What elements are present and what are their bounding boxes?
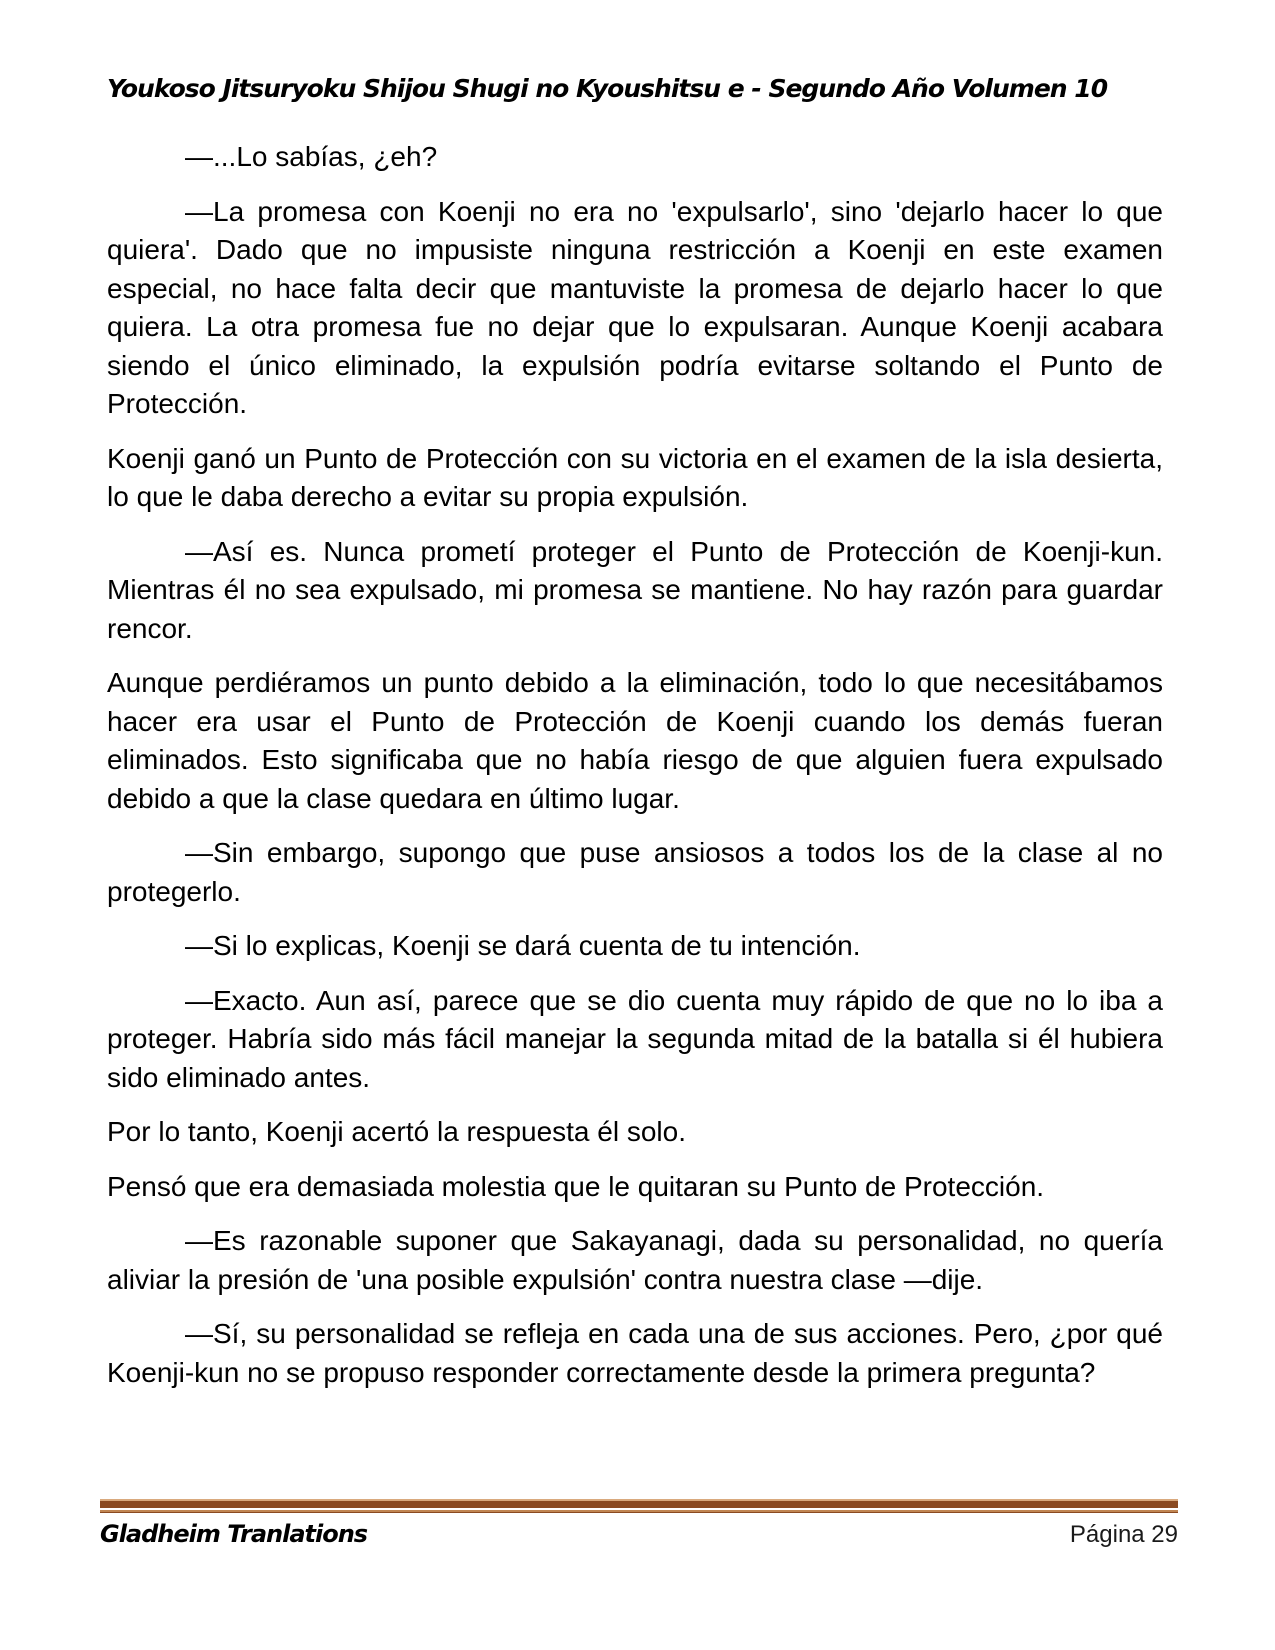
paragraph: —Exacto. Aun así, parece que se dio cuenta muy rápido de que no lo iba a proteger. Habría sido más fácil manejar la segunda mitad de la batalla si él hubiera sido eliminado antes.	[107, 984, 1163, 1093]
footer-rule-thick-bar	[100, 1501, 1178, 1508]
page-number: Página 29	[1069, 1521, 1178, 1548]
paragraph: Koenji ganó un Punto de Protección con su victoria en el examen de la isla desierta, lo que le daba derecho a evitar su propia expulsión.	[107, 442, 1163, 512]
paragraph: Pensó que era demasiada molestia que le quitaran su Punto de Protección.	[107, 1170, 1045, 1202]
document-body	[107, 138, 1163, 1408]
paragraph: Por lo tanto, Koenji acertó la respuesta él solo.	[107, 1116, 687, 1147]
page-footer	[100, 1499, 1178, 1549]
paragraph: Aunque perdiéramos un punto debido a la eliminación, todo lo que necesitábamos hacer era usar el Punto de Protección de Koenji cuando los demás fueran eliminados. Esto significaba que no había riesgo de que alguien fuera expulsado debido a que la clase quedara en último lugar.	[107, 667, 1163, 814]
paragraph: —Así es. Nunca prometí proteger el Punto de Protección de Koenji-kun. Mientras él no sea expulsado, mi promesa se mantiene. No hay razón para guardar rencor.	[107, 535, 1163, 644]
paragraph: —Si lo explicas, Koenji se dará cuenta de tu intención.	[185, 930, 861, 961]
paragraph: —Sí, su personalidad se refleja en cada una de sus acciones. Pero, ¿por qué Koenji-kun no se propuso responder correctamente desde la primera pregunta?	[107, 1318, 1163, 1388]
paragraph: —Es razonable suponer que Sakayanagi, dada su personalidad, no quería aliviar la presión de 'una posible expulsión' contra nuestra clase —dije.	[107, 1225, 1163, 1295]
paragraph: —...Lo sabías, ¿eh?	[185, 141, 438, 172]
paragraph: —La promesa con Koenji no era no 'expulsarlo', sino 'dejarlo hacer lo que quiera'. Dado que no impusiste ninguna restricción a Koenji en este examen especial, no hace falta decir que mantuviste la promesa de dejarlo hacer lo que quiera. La otra promesa fue no dejar que lo expulsaran. Aunque Koenji acabara siendo el único eliminado, la expulsión podría evitarse soltando el Punto de Protección.	[107, 195, 1163, 419]
footer-row	[100, 1520, 1178, 1549]
paragraph: —Sin embargo, supongo que puse ansiosos a todos los de la clase al no protegerlo.	[107, 837, 1163, 907]
footer-rule-thin-line	[100, 1510, 1178, 1513]
page-header	[107, 74, 1162, 103]
page-title: Youkoso Jitsuryoku Shijou Shugi no Kyoushitsu e - Segundo Año Volumen 10	[107, 74, 1108, 103]
translator-credit: Gladheim Tranlations	[100, 1520, 368, 1548]
